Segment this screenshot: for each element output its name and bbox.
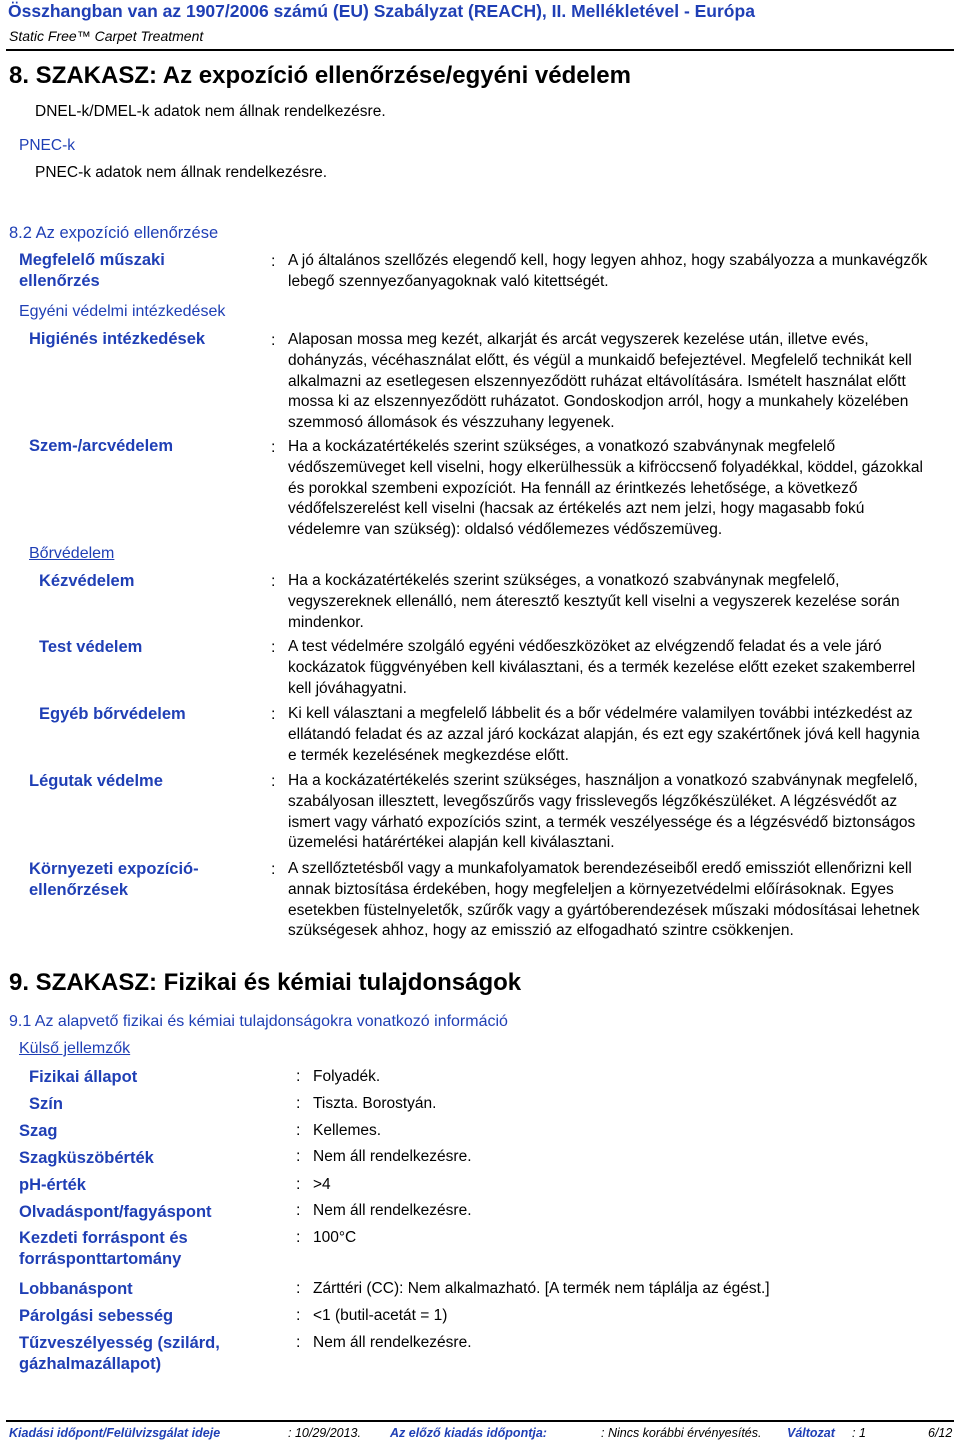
header-divider — [6, 49, 954, 51]
property-value: Zárttéri (CC): Nem alkalmazható. [A termék nem táplálja az égést.] — [313, 1280, 770, 1297]
skin-protection-heading: Bőrvédelem — [29, 545, 115, 562]
appearance-heading: Külső jellemzők — [19, 1040, 131, 1057]
property-label: Szagküszöbérték — [19, 1149, 154, 1167]
environmental-exposure-controls-value: A szellőztetésből vagy a munkafolyamatok berendezéseiből eredő emissziót ellenőrizni kell annak biztosítása érdekében, hogy megfeleljen a környezetvédelmi előírásoknak. Egyes esetekben füstelnyeletők, szűrők vagy a gyártóberendezések műszaki módosításai lehetnek szükségesek ahhoz, hogy az emisszió az elfogadható szintre csökkenjen. — [288, 860, 920, 940]
product-name: Static Free™ Carpet Treatment — [9, 28, 204, 44]
hand-protection-value: Ha a kockázatértékelés szerint szükséges, a vonatkozó szabványnak megfelelő, vegyszereknek ellenálló, nem áteresztő kesztyűt kell viselni a vegyszerek kezelése során mindenkor. — [288, 572, 900, 631]
pnec-heading: PNEC-k — [19, 137, 75, 154]
body-protection-colon: : — [271, 639, 276, 656]
property-colon: : — [296, 1307, 301, 1324]
subsection-8-2-title: 8.2 Az expozíció ellenőrzése — [9, 224, 219, 242]
document-header-title: Összhangban van az 1907/2006 számú (EU) Szabályzat (REACH), II. Mellékletével - Európa — [8, 1, 755, 21]
property-label: Fizikai állapot — [29, 1068, 138, 1086]
property-colon: : — [296, 1176, 301, 1193]
eye-face-protection-label: Szem-/arcvédelem — [29, 437, 173, 455]
property-colon: : — [296, 1068, 301, 1085]
property-colon: : — [296, 1280, 301, 1297]
environmental-exposure-controls-colon: : — [271, 861, 276, 878]
other-skin-protection-value: Ki kell választani a megfelelő lábbelit és a bőr védelmére valamilyen további intézkedést az ellátandó feladat és az azzal járó kockázat alapján, és ezt egy szakértőnek jóvá kell hagynia e termék kezelésének megkezdése előtt. — [288, 705, 920, 764]
body-protection-value: A test védelmére szolgáló egyéni védőeszközöket az elvégzendő feladat és a vele járó kockázatok függvényében kell kiválasztani, és a termék kezelése előtt ezeket szakemberrel kell jóváhagyatni. — [288, 638, 916, 697]
property-value: Nem áll rendelkezésre. — [313, 1202, 472, 1219]
property-value: Nem áll rendelkezésre. — [313, 1148, 472, 1165]
respiratory-protection-label: Légutak védelme — [29, 772, 163, 790]
body-protection-label: Test védelem — [39, 638, 143, 656]
other-skin-protection-colon: : — [271, 706, 276, 723]
property-value: >4 — [313, 1176, 331, 1193]
footer-version-label — [787, 1426, 835, 1440]
page-number: 6/12 — [928, 1426, 953, 1440]
property-value: Kellemes. — [313, 1122, 382, 1139]
respiratory-protection-colon: : — [271, 773, 276, 790]
footer-divider — [6, 1420, 954, 1422]
property-label: Kezdeti forráspont és forrásponttartomány — [19, 1229, 188, 1268]
eye-face-protection-value: Ha a kockázatértékelés szerint szükséges, a vonatkozó szabványnak megfelelő védőszemüveget kell viselni, hogy elkerülhessük a kifröccsenő folyadékkal, köddel, gázokkal és porokkal szembeni expozíciót. Ha fennáll az érintkezés lehetősége, a következő védőfelszerelést kell viselni (hacsak az értékelés azt nem jelzi, hogy magasabb fokú védelemre van szükség): oldalsó védőlemezes védőszemüveg. — [288, 438, 923, 539]
property-label: Szag — [19, 1122, 58, 1140]
property-value: 100°C — [313, 1229, 357, 1246]
section-9-title: 9. SZAKASZ: Fizikai és kémiai tulajdonságok — [9, 969, 522, 996]
property-colon: : — [296, 1334, 301, 1351]
environmental-exposure-controls-label: Környezeti expozíció-ellenőrzések — [29, 860, 199, 899]
footer-prev-label-text: Az előző kiadás időpontja: — [390, 1426, 547, 1440]
property-label: Szín — [29, 1095, 63, 1113]
footer-issue-value: : 10/29/2013. — [288, 1426, 361, 1440]
engineering-controls-value: A jó általános szellőzés elegendő kell, hogy legyen ahhoz, hogy szabályozza a munkavégzők lebegő szennyezőanyagoknak való kitettségét. — [288, 252, 928, 290]
footer-issue-label — [9, 1426, 220, 1440]
eye-face-protection-colon: : — [271, 439, 276, 456]
dnel-text: DNEL-k/DMEL-k adatok nem állnak rendelkezésre. — [35, 103, 386, 120]
property-value: Tiszta. Borostyán. — [313, 1095, 437, 1112]
property-label: pH-érték — [19, 1176, 86, 1194]
footer-prev-value: : Nincs korábbi érvényesítés. — [601, 1426, 762, 1440]
hygiene-measures-label: Higiénés intézkedések — [29, 330, 206, 348]
property-label: Tűzveszélyesség (szilárd, gázhalmazállapot) — [19, 1334, 220, 1373]
respiratory-protection-value: Ha a kockázatértékelés szerint szükséges, használjon a vonatkozó szabványnak megfelelő, szabályosan illesztett, levegőszűrős vagy frisslevegős légzőkészüléket. A légzésvédőt az ismert vagy várható expozíciós szint, a termék veszélyessége és a légzésvédő biztonságos üzemelési határértékei alapján kell kiválasztani. — [288, 772, 918, 852]
personal-protection-heading: Egyéni védelmi intézkedések — [19, 303, 226, 320]
engineering-controls-label: Megfelelő műszaki ellenőrzés — [19, 251, 165, 290]
hygiene-measures-value: Alaposan mossa meg kezét, alkarját és arcát vegyszerek kezelése után, illetve evés, dohányzás, vécéhasználat előtt, és végül a munkaidő befejeztével. Megfelelő technikát kell alkalmazni az esetlegesen elszennyeződött ruházat eltávolítására. Ismételt használat előtt mossa ki az elszennyeződött ruházatot. Gondoskodjon arról, hogy a munkahely közelében szemmosó állomások és vészzuhany legyenek. — [288, 331, 912, 432]
footer-version-label-text: Változat — [787, 1426, 835, 1440]
subsection-9-1-title: 9.1 Az alapvető fizikai és kémiai tulajdonságokra vonatkozó információ — [9, 1013, 508, 1030]
property-value: Nem áll rendelkezésre. — [313, 1334, 472, 1351]
property-label: Lobbanáspont — [19, 1280, 133, 1298]
property-colon: : — [296, 1202, 301, 1219]
footer-issue-label-text: Kiadási időpont/Felülvizsgálat ideje — [9, 1426, 221, 1440]
pnec-text: PNEC-k adatok nem állnak rendelkezésre. — [35, 164, 328, 181]
other-skin-protection-label: Egyéb bőrvédelem — [39, 705, 186, 723]
property-colon: : — [296, 1148, 301, 1165]
hand-protection-colon: : — [271, 573, 276, 590]
footer-prev-label — [390, 1426, 547, 1440]
footer-version-value: : 1 — [852, 1426, 866, 1440]
property-colon: : — [296, 1229, 301, 1246]
section-8-title: 8. SZAKASZ: Az expozíció ellenőrzése/egyéni védelem — [9, 62, 631, 89]
hygiene-measures-colon: : — [271, 332, 276, 349]
property-colon: : — [296, 1122, 301, 1139]
property-label: Párolgási sebesség — [19, 1307, 174, 1325]
property-colon: : — [296, 1095, 301, 1112]
hand-protection-label: Kézvédelem — [39, 572, 135, 590]
property-label: Olvadáspont/fagyáspont — [19, 1203, 212, 1221]
property-value: <1 (butil-acetát = 1) — [313, 1307, 448, 1324]
property-value: Folyadék. — [313, 1068, 381, 1085]
engineering-controls-colon: : — [271, 253, 276, 270]
